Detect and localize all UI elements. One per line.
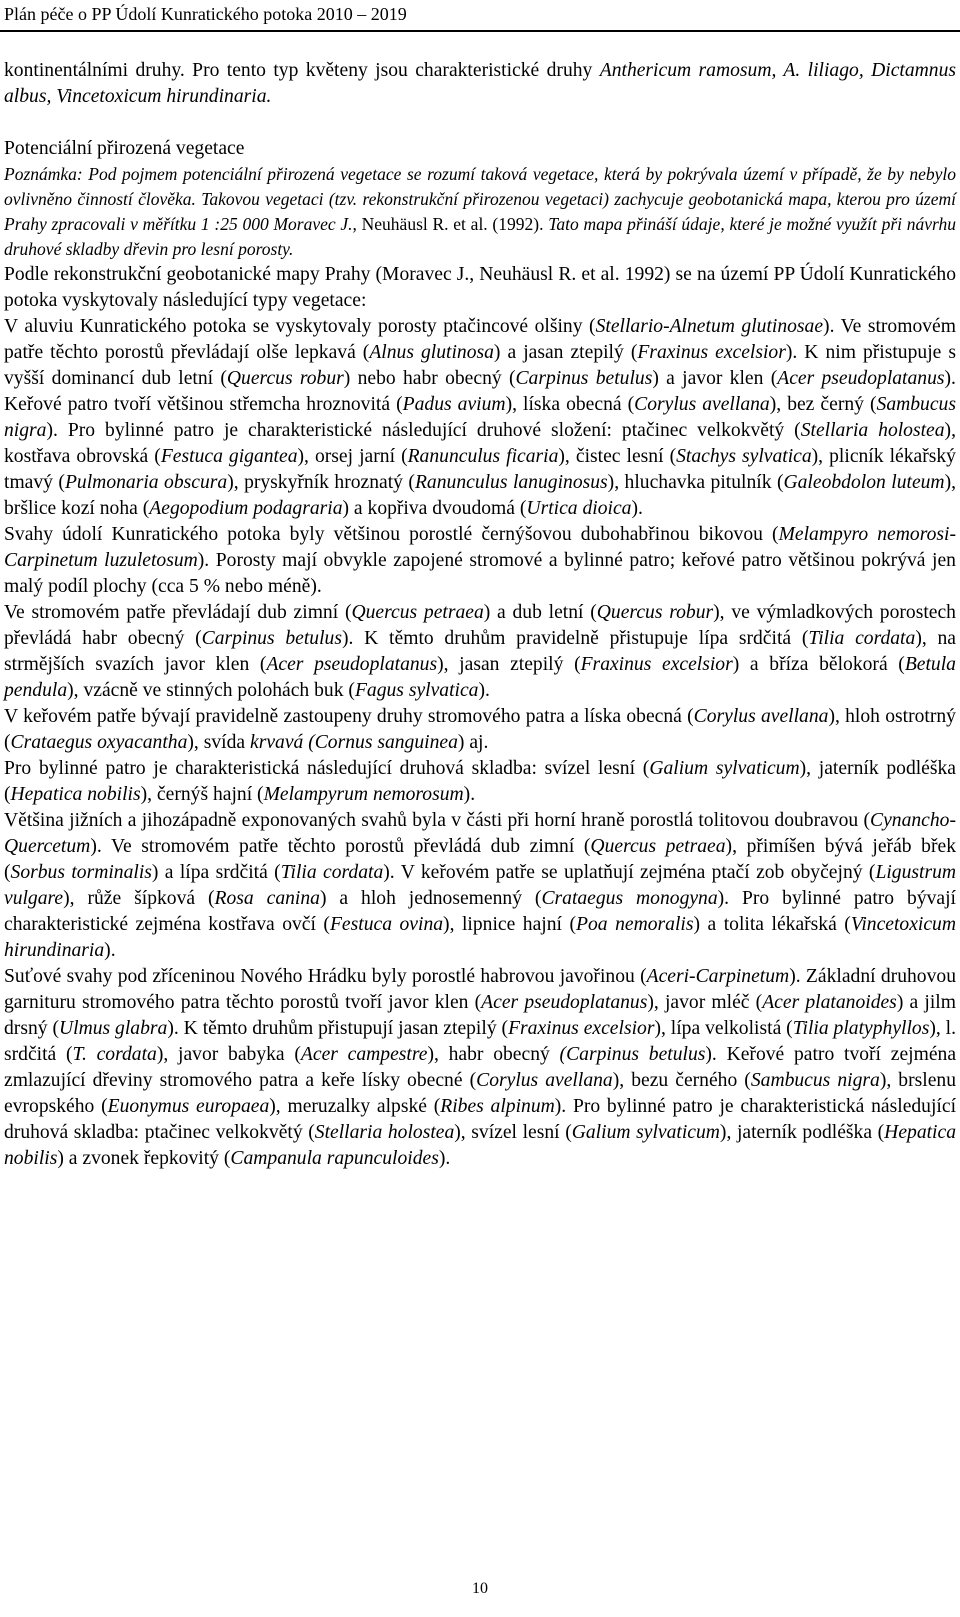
section-heading: Potenciální přirozená vegetace — [4, 138, 245, 159]
paragraph-slopes: Svahy údolí Kunratického potoka byly většinou porostlé černýšovou dubohabřinou bikovou (Melampyro nemorosi-Carpinetum luzuletosum). Porosty mají obvykle zapojené stromové a bylinné patro; keřové patro většinou pokrývá jen malý podíl plochy (cca 5 % nebo méně). — [4, 524, 956, 597]
paragraph-gap — [4, 110, 956, 136]
paragraph-geobotanical-map: Podle rekonstrukční geobotanické mapy Prahy (Moravec J., Neuhäusl R. et al. 1992) se na území PP Údolí Kunratického potoka vyskytovaly následující typy vegetace: — [4, 264, 956, 311]
paragraph-shrub-layer: V keřovém patře bývají pravidelně zastoupeny druhy stromového patra a líska obecná (Corylus avellana), hloh ostrotrný (Crataegus oxyacantha), svída krvavá (Cornus sanguinea) aj. — [4, 706, 956, 753]
page-body — [4, 58, 956, 1172]
note-paragraph: Poznámka: Pod pojmem potenciální přirozená vegetace se rozumí taková vegetace, která by pokrývala území v případě, že by nebylo ovlivněno činností člověka. Takovou vegetaci (tzv. rekonstrukční přirozenou vegetaci) zachycuje geobotanická mapa, kterou pro území Prahy zpracovali v měřítku 1 :25 000 Moravec J., Neuhäusl R. et al. (1992). Tato mapa přináší údaje, které je možné využít při návrhu druhové skladby dřevin pro lesní porosty. — [4, 164, 957, 259]
paragraph-tree-layer: Ve stromovém patře převládají dub zimní (Quercus petraea) a dub letní (Quercus robur), ve výmladkových porostech převládá habr obecný (Carpinus betulus). K těmto druhům pravidelně přistupuje lípa srdčitá (Tilia cordata), na strmějších svazích javor klen (Acer pseudoplatanus), jasan ztepilý (Fraxinus excelsior) a bříza bělokorá (Betula pendula), vzácně ve stinných polohách buk (Fagus sylvatica). — [4, 602, 956, 701]
paragraph-alluvium: V aluviu Kunratického potoka se vyskytovaly porosty ptačincové olšiny (Stellario-Alnetum glutinosae). Ve stromovém patře těchto porostů převládají olše lepkavá (Alnus glutinosa) a jasan ztepilý (Fraxinus excelsior). K nim přistupuje s vyšší dominancí dub letní (Quercus robur) nebo habr obecný (Carpinus betulus) a javor klen (Acer pseudoplatanus). Keřové patro tvoří většinou střemcha hroznovitá (Padus avium), líska obecná (Corylus avellana), bez černý (Sambucus nigra). Pro bylinné patro je charakteristické následující druhové složení: ptačinec velkokvětý (Stellaria holostea), kostřava obrovská (Festuca gigantea), orsej jarní (Ranunculus ficaria), čistec lesní (Stachys sylvatica), plicník lékařský tmavý (Pulmonaria obscura), pryskyřník hroznatý (Ranunculus lanuginosus), hluchavka pitulník (Galeobdolon luteum), bršlice kozí noha (Aegopodium podagraria) a kopřiva dvoudomá (Urtica dioica). — [4, 316, 957, 519]
paragraph-herb-layer: Pro bylinné patro je charakteristická následující druhová skladba: svízel lesní (Galium sylvaticum), jaterník podléška (Hepatica nobilis), černýš hajní (Melampyrum nemorosum). — [4, 758, 956, 805]
paragraph-scree-slopes: Suťové svahy pod zříceninou Nového Hrádku byly porostlé habrovou javořinou (Aceri-Carpinetum). Základní druhovou garnituru stromového patra těchto porostů tvoří javor klen (Acer pseudoplatanus), javor mléč (Acer platanoides) a jilm drsný (Ulmus glabra). K těmto druhům přistupují jasan ztepilý (Fraxinus excelsior), lípa velkolistá (Tilia platyphyllos), l. srdčitá (T. cordata), javor babyka (Acer campestre), habr obecný (Carpinus betulus). Keřové patro tvoří zejména zmlazující dřeviny stromového patra a keře lísky obecné (Corylus avellana), bezu černého (Sambucus nigra), brslenu evropského (Euonymus europaea), meruzalky alpské (Ribes alpinum). Pro bylinné patro je charakteristická následující druhová skladba: ptačinec velkokvětý (Stellaria holostea), svízel lesní (Galium sylvaticum), jaterník podléška (Hepatica nobilis) a zvonek řepkovitý (Campanula rapunculoides). — [4, 966, 957, 1169]
intro-paragraph: kontinentálními druhy. Pro tento typ květeny jsou charakteristické druhy Anthericum ramosum, A. liliago, Dictamnus albus, Vincetoxicum hirundinaria. — [4, 60, 957, 107]
document-title: Plán péče o PP Údolí Kunratického potoka 2010 – 2019 — [4, 4, 407, 24]
page-header — [0, 0, 960, 30]
paragraph-southern-slopes: Většina jižních a jihozápadně exponovaných svahů byla v části při horní hraně porostlá tolitovou doubravou (Cynancho-Quercetum). Ve stromovém patře těchto porostů převládá dub zimní (Quercus petraea), přimíšen bývá jeřáb břek (Sorbus torminalis) a lípa srdčitá (Tilia cordata). V keřovém patře se uplatňují zejména ptačí zob obyčejný (Ligustrum vulgare), růže šípková (Rosa canina) a hloh jednosemenný (Crataegus monogyna). Pro bylinné patro bývají charakteristické zejména kostřava ovčí (Festuca ovina), lipnice hajní (Poa nemoralis) a tolita lékařská (Vincetoxicum hirundinaria). — [4, 810, 957, 961]
header-divider — [0, 30, 960, 32]
page-number: 10 — [472, 1580, 488, 1597]
